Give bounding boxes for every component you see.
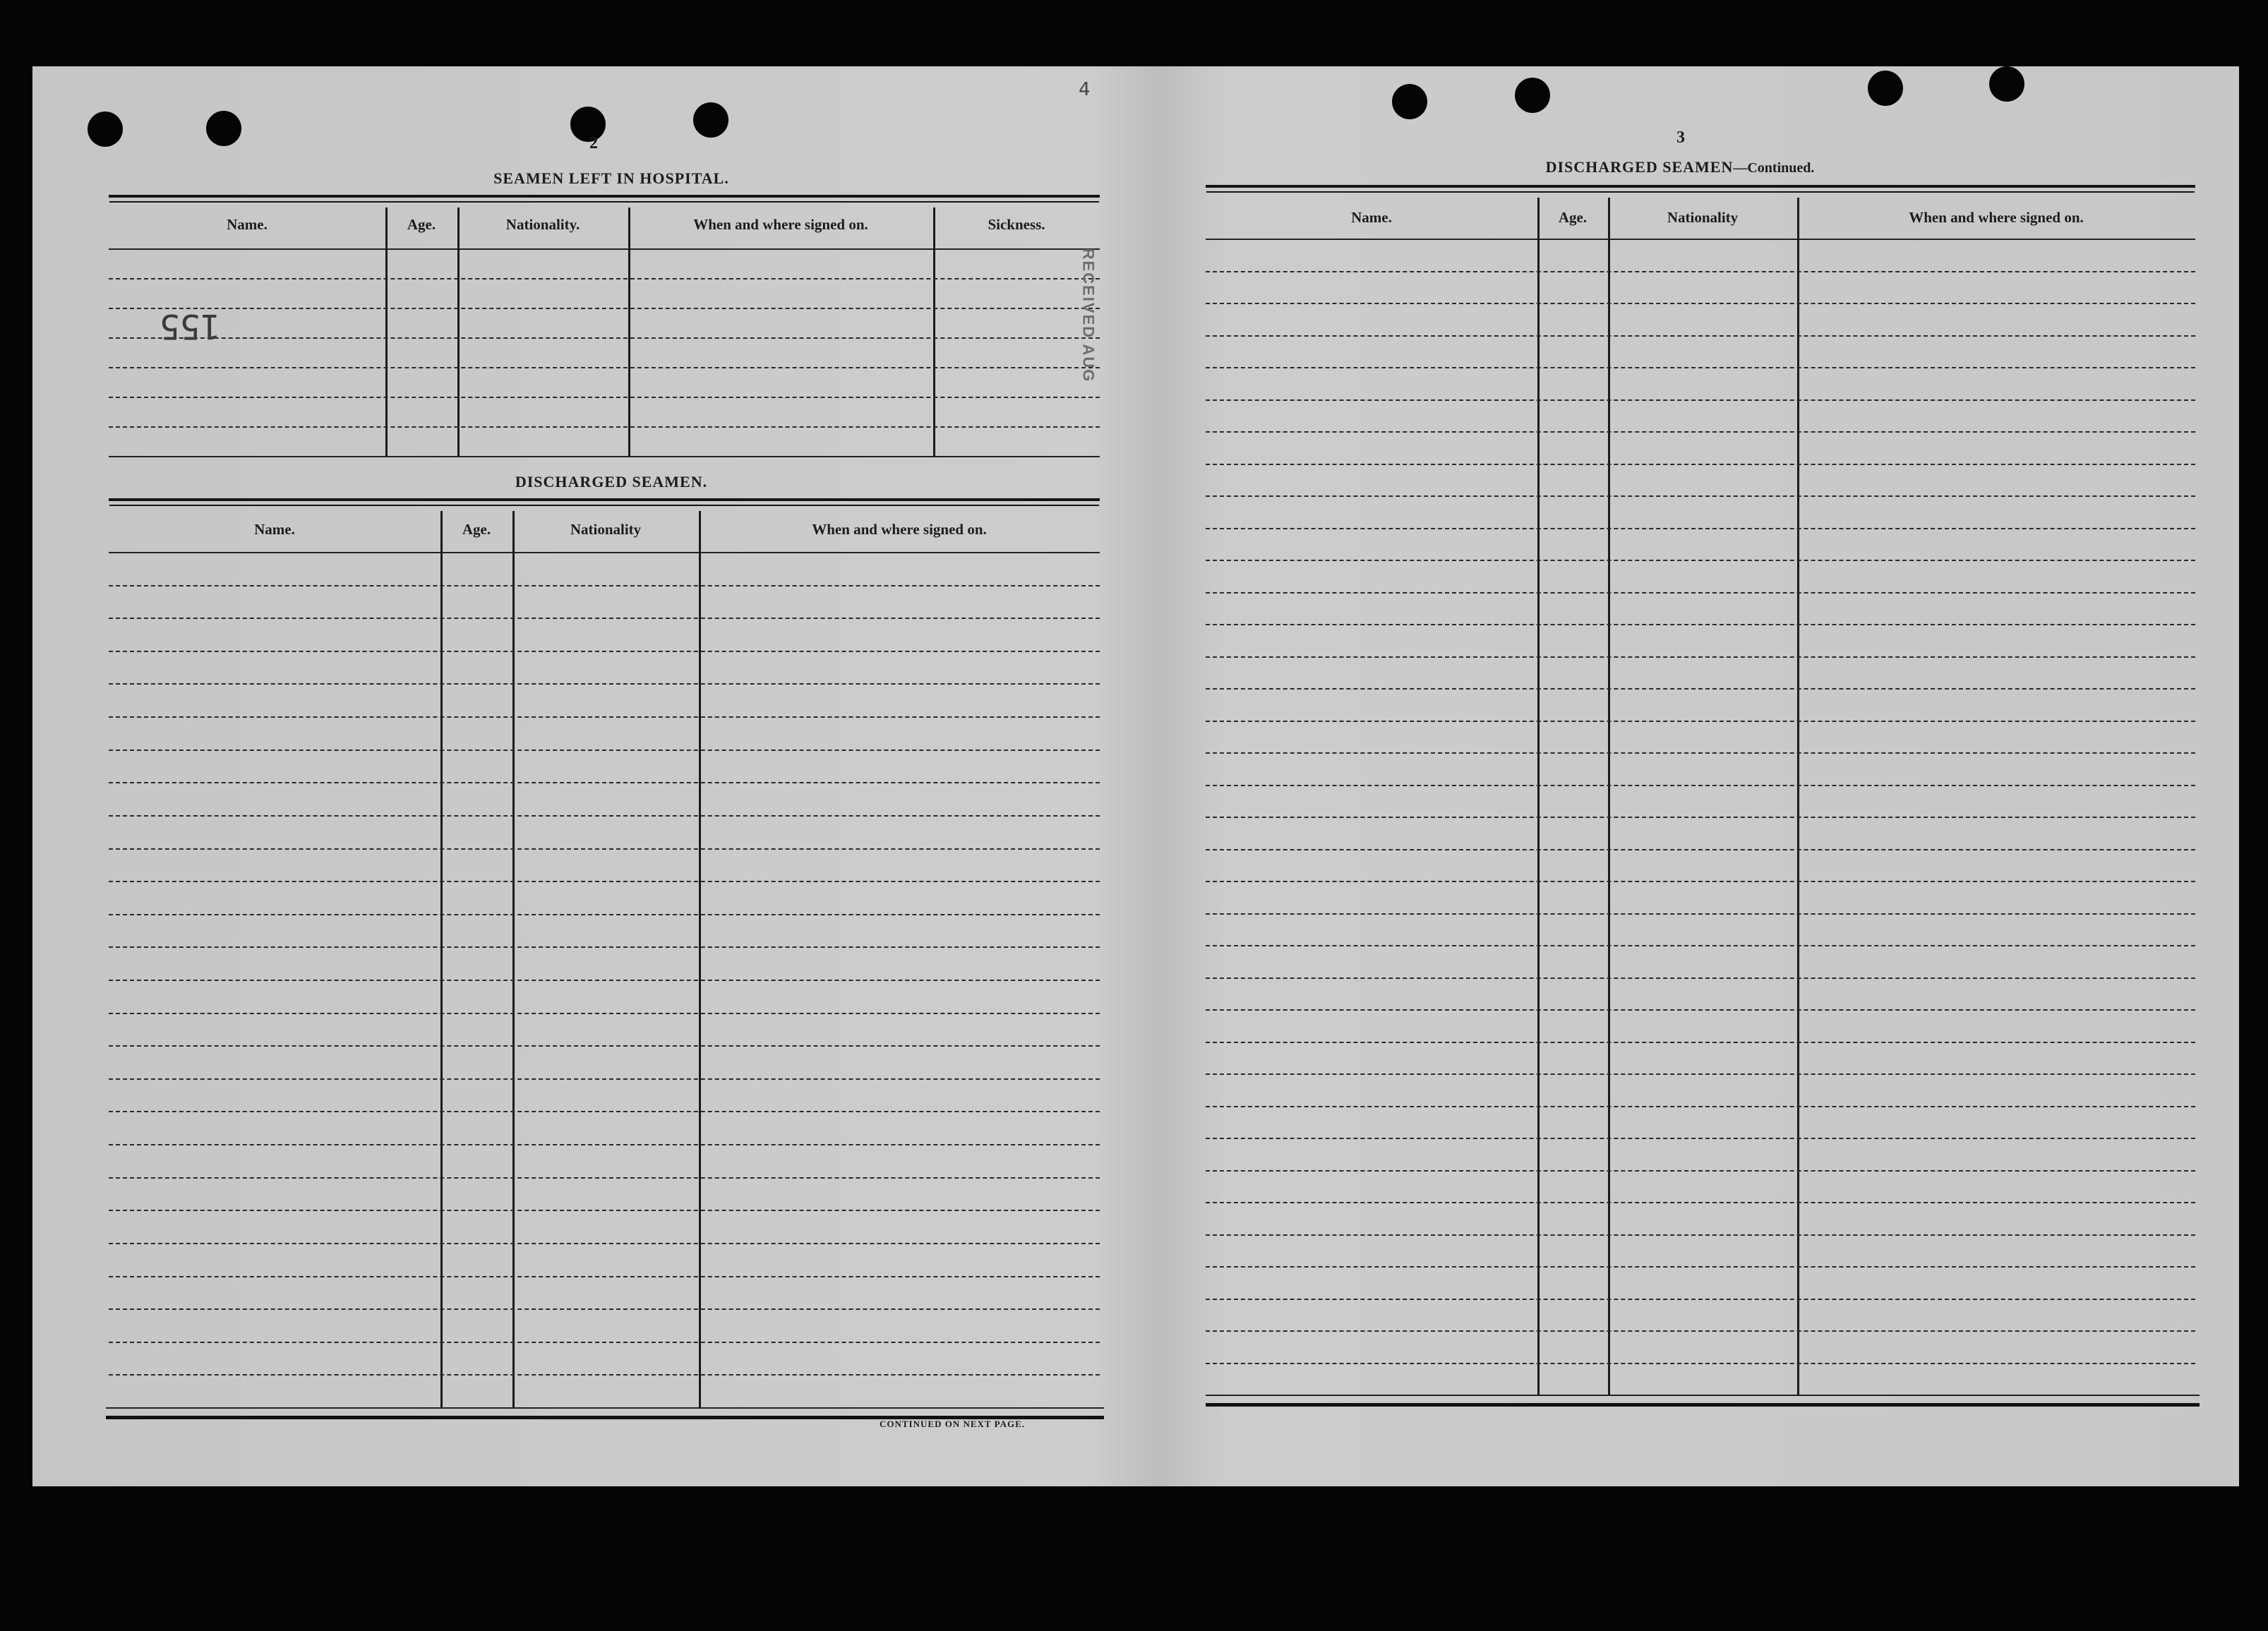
entry-row-line (109, 1177, 1100, 1179)
column-header: Nationality (1667, 209, 1739, 226)
entry-row-line (1206, 817, 2195, 818)
entry-row-line (1206, 977, 2195, 979)
right-bottom-heavy-rule (1206, 1403, 2200, 1407)
continued-note: CONTINUED ON NEXT PAGE. (880, 1419, 1025, 1429)
entry-row-line (109, 716, 1100, 718)
entry-row-line (109, 946, 1100, 948)
entry-row-line (1206, 721, 2195, 722)
entry-row-line (109, 278, 1100, 279)
column-header: Name. (227, 216, 268, 233)
column-header: Age. (462, 521, 491, 538)
column-header: Nationality. (505, 216, 580, 233)
column-header: Sickness. (988, 216, 1045, 233)
entry-row-line (1206, 624, 2195, 625)
entry-row-line (109, 1111, 1100, 1112)
entry-row-line (109, 397, 1100, 398)
entry-row-line (1206, 688, 2195, 690)
column-divider (1608, 198, 1610, 1395)
entry-row-line (1206, 592, 2195, 594)
entry-row-line (1206, 1330, 2195, 1332)
punch-hole (88, 112, 123, 147)
entry-row-line (1206, 849, 2195, 850)
discharged-bottom-rule (106, 1407, 1104, 1409)
discharged-header-bottom-rule (109, 552, 1100, 553)
entry-row-line (1206, 945, 2195, 946)
punch-hole (693, 102, 728, 138)
right-header-bottom-rule (1206, 239, 2195, 240)
entry-row-line (1206, 1363, 2195, 1364)
entry-row-line (109, 914, 1100, 915)
punch-hole (206, 111, 241, 146)
column-divider (933, 207, 935, 456)
entry-row-line (1206, 1170, 2195, 1172)
entry-row-line (1206, 303, 2195, 304)
hospital-header-rule (109, 195, 1100, 198)
entry-row-line (1206, 1138, 2195, 1139)
entry-row-line (109, 618, 1100, 619)
entry-row-line (1206, 495, 2195, 497)
entry-row-line (1206, 271, 2195, 272)
page-corner-mark: 4 (1079, 79, 1091, 100)
entry-row-line (1206, 1042, 2195, 1043)
entry-row-line (109, 1144, 1100, 1145)
entry-row-line (1206, 752, 2195, 754)
column-header: Nationality (570, 521, 642, 538)
entry-row-line (109, 651, 1100, 652)
column-divider (457, 207, 460, 456)
entry-row-line (1206, 367, 2195, 368)
entry-row-line (109, 881, 1100, 882)
faint-received-stamp: RECEIVED AUG (1079, 248, 1098, 383)
entry-row-line (109, 683, 1100, 685)
entry-row-line (1206, 1009, 2195, 1011)
entry-row-line (109, 1078, 1100, 1080)
entry-row-line (109, 585, 1100, 586)
entry-row-line (1206, 1299, 2195, 1300)
hospital-section-title: SEAMEN LEFT IN HOSPITAL. (493, 169, 729, 187)
entry-row-line (109, 1342, 1100, 1343)
entry-row-line (1206, 528, 2195, 529)
hospital-bottom-rule (109, 456, 1100, 457)
entry-row-line (109, 1374, 1100, 1376)
entry-row-line (1206, 881, 2195, 882)
column-divider (1797, 198, 1799, 1395)
entry-row-line (1206, 399, 2195, 401)
discharged-section-title: DISCHARGED SEAMEN. (515, 473, 708, 490)
entry-row-line (109, 426, 1100, 428)
column-divider (385, 207, 388, 456)
entry-row-line (109, 1243, 1100, 1244)
entry-row-line (1206, 335, 2195, 337)
column-header: When and where signed on. (693, 216, 868, 233)
column-header: Name. (1351, 209, 1392, 226)
entry-row-line (109, 1013, 1100, 1014)
entry-row-line (1206, 785, 2195, 786)
entry-row-line (109, 1308, 1100, 1310)
column-divider (512, 511, 515, 1407)
entry-row-line (1206, 1266, 2195, 1268)
page-number: 3 (1676, 128, 1685, 147)
entry-row-line (1206, 1202, 2195, 1203)
entry-row-line (109, 1276, 1100, 1277)
hospital-header-bottom-rule (109, 248, 1100, 250)
column-divider (1537, 198, 1540, 1395)
entry-row-line (109, 815, 1100, 817)
entry-row-line (109, 782, 1100, 783)
entry-row-line (1206, 656, 2195, 658)
entry-row-line (109, 750, 1100, 751)
title-main: DISCHARGED SEAMEN (1545, 158, 1734, 176)
column-header: Age. (407, 216, 436, 233)
entry-row-line (109, 848, 1100, 850)
column-divider (699, 511, 701, 1407)
right-bottom-rule (1206, 1395, 2200, 1396)
title-suffix: —Continued. (1733, 160, 1815, 176)
entry-row-line (1206, 1106, 2195, 1107)
column-divider (440, 511, 443, 1407)
entry-row-line (1206, 560, 2195, 561)
column-header: When and where signed on. (1909, 209, 2084, 226)
punch-hole (1868, 71, 1903, 106)
entry-row-line (109, 1045, 1100, 1047)
entry-row-line (109, 367, 1100, 368)
entry-row-line (109, 337, 1100, 339)
document-sheet (32, 66, 2239, 1486)
punch-hole (1989, 66, 2024, 102)
entry-row-line (109, 308, 1100, 309)
entry-row-line (1206, 913, 2195, 915)
entry-row-line (109, 980, 1100, 981)
column-header: Age. (1558, 209, 1588, 226)
column-divider (628, 207, 630, 456)
entry-row-line (1206, 464, 2195, 465)
entry-row-line (1206, 1234, 2195, 1236)
punch-hole (1515, 78, 1550, 113)
column-header: Name. (254, 521, 295, 538)
column-header: When and where signed on. (812, 521, 987, 538)
discharged-continued-title (1398, 158, 1962, 176)
right-header-rule (1206, 185, 2195, 188)
entry-row-line (109, 1210, 1100, 1211)
punch-hole (1392, 84, 1427, 119)
discharged-header-rule (109, 498, 1100, 501)
page-number: 2 (589, 134, 598, 152)
stamp-number: 155 (160, 306, 221, 346)
entry-row-line (1206, 1073, 2195, 1075)
entry-row-line (1206, 431, 2195, 433)
